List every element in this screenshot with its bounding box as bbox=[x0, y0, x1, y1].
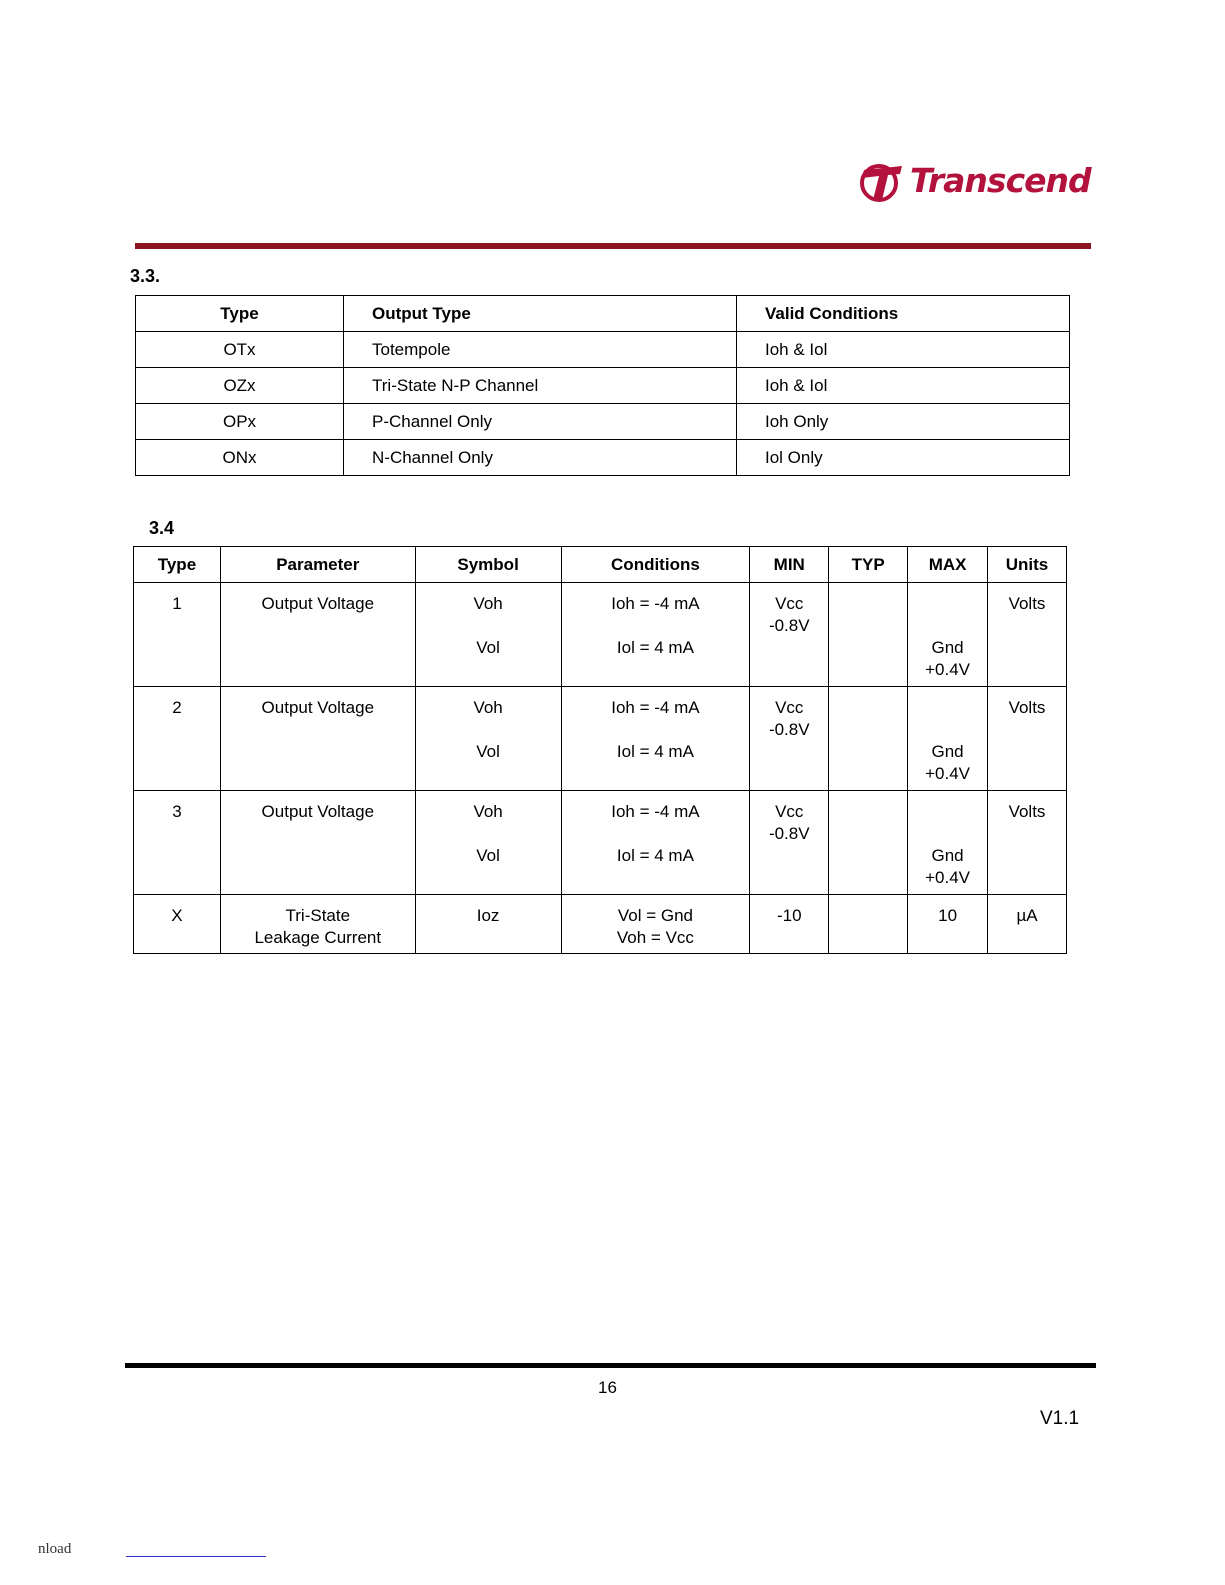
table-header-row bbox=[136, 296, 1070, 332]
units-cell bbox=[988, 583, 1067, 687]
column-header-conditions: Conditions bbox=[561, 547, 750, 583]
units-value: Volts bbox=[1008, 594, 1046, 613]
table-row bbox=[136, 332, 1070, 368]
type-value: 2 bbox=[172, 698, 182, 717]
output-type-table bbox=[135, 295, 1070, 476]
units-cell bbox=[988, 791, 1067, 895]
version-label: V1.1 bbox=[1040, 1408, 1080, 1429]
type-cell bbox=[134, 583, 221, 687]
valid-conditions-cell: Iol Only bbox=[737, 440, 1070, 476]
section-33-label: 3.3. bbox=[130, 266, 161, 286]
units-cell bbox=[988, 687, 1067, 791]
column-header-typ: TYP bbox=[829, 547, 908, 583]
page-number: 16 bbox=[598, 1378, 617, 1397]
column-header-output-type: Output Type bbox=[344, 296, 737, 332]
logo-text: Transcend bbox=[910, 161, 1091, 200]
table-row bbox=[136, 440, 1070, 476]
parameter-value: Output Voltage bbox=[261, 698, 375, 717]
symbol-value: Voh bbox=[473, 802, 503, 821]
parameter-value: Tri-State bbox=[285, 906, 351, 925]
column-header-min: MIN bbox=[750, 547, 829, 583]
condition-value: Iol = 4 mA bbox=[616, 638, 694, 657]
conditions-cell bbox=[561, 687, 750, 791]
symbol-value: Voh bbox=[473, 594, 503, 613]
max-value: Gnd bbox=[931, 742, 964, 761]
min-cell bbox=[750, 687, 829, 791]
output-type-cell: Totempole bbox=[344, 332, 737, 368]
parameter-value: Output Voltage bbox=[261, 594, 375, 613]
symbol-value: Vol bbox=[476, 742, 500, 761]
min-value: -10 bbox=[776, 906, 802, 925]
min-cell bbox=[750, 791, 829, 895]
min-value: Vcc bbox=[775, 698, 804, 717]
type-cell: OZx bbox=[136, 368, 344, 404]
column-header-symbol: Symbol bbox=[415, 547, 561, 583]
typ-cell bbox=[829, 895, 908, 954]
max-value: +0.4V bbox=[925, 764, 971, 783]
table-row bbox=[134, 791, 1067, 895]
valid-conditions-cell: Ioh & Iol bbox=[737, 332, 1070, 368]
typ-cell bbox=[829, 687, 908, 791]
transcend-logo-icon bbox=[858, 160, 904, 204]
footer-fragment-text: nload bbox=[38, 1541, 72, 1557]
column-header-type: Type bbox=[134, 547, 221, 583]
parameter-cell bbox=[220, 791, 415, 895]
symbol-value: Vol bbox=[476, 638, 500, 657]
type-value: 3 bbox=[172, 802, 182, 821]
type-cell: OPx bbox=[136, 404, 344, 440]
type-cell bbox=[134, 791, 221, 895]
conditions-cell bbox=[561, 583, 750, 687]
column-header-parameter: Parameter bbox=[220, 547, 415, 583]
parameter-cell bbox=[220, 583, 415, 687]
column-header-valid-conditions: Valid Conditions bbox=[737, 296, 1070, 332]
output-type-cell: P-Channel Only bbox=[344, 404, 737, 440]
min-cell bbox=[750, 895, 829, 954]
max-cell bbox=[908, 895, 988, 954]
condition-value: Ioh = -4 mA bbox=[611, 594, 700, 613]
conditions-cell bbox=[561, 895, 750, 954]
max-value: 10 bbox=[938, 906, 958, 925]
table-row bbox=[134, 687, 1067, 791]
section-34-label: 3.4 bbox=[149, 518, 175, 538]
type-value: 1 bbox=[172, 594, 182, 613]
max-cell bbox=[908, 791, 988, 895]
max-cell bbox=[908, 687, 988, 791]
symbol-value: Voh bbox=[473, 698, 503, 717]
column-header-type: Type bbox=[136, 296, 344, 332]
condition-value: Iol = 4 mA bbox=[616, 846, 694, 865]
max-value: +0.4V bbox=[925, 660, 971, 679]
symbol-cell bbox=[415, 895, 561, 954]
transcend-logo bbox=[858, 158, 1091, 208]
type-cell bbox=[134, 687, 221, 791]
column-header-units: Units bbox=[988, 547, 1067, 583]
header-rule bbox=[135, 243, 1091, 249]
symbol-cell bbox=[415, 687, 561, 791]
min-value: -0.8V bbox=[768, 616, 810, 635]
units-value: Volts bbox=[1008, 698, 1046, 717]
column-header-max: MAX bbox=[908, 547, 988, 583]
symbol-cell bbox=[415, 583, 561, 687]
parameter-cell bbox=[220, 895, 415, 954]
typ-cell bbox=[829, 791, 908, 895]
min-value: Vcc bbox=[775, 594, 804, 613]
output-type-cell: Tri-State N-P Channel bbox=[344, 368, 737, 404]
condition-value: Voh = Vcc bbox=[616, 928, 694, 947]
type-cell bbox=[134, 895, 221, 954]
condition-value: Vol = Gnd bbox=[617, 906, 693, 925]
min-value: -0.8V bbox=[768, 720, 810, 739]
table-row bbox=[134, 583, 1067, 687]
max-value: Gnd bbox=[931, 638, 964, 657]
units-value: µA bbox=[1016, 906, 1038, 925]
condition-value: Ioh = -4 mA bbox=[611, 802, 700, 821]
typ-cell bbox=[829, 583, 908, 687]
symbol-value: Vol bbox=[476, 846, 500, 865]
type-value: X bbox=[171, 906, 183, 925]
footer-rule bbox=[125, 1363, 1096, 1368]
symbol-cell bbox=[415, 791, 561, 895]
output-type-cell: N-Channel Only bbox=[344, 440, 737, 476]
min-cell bbox=[750, 583, 829, 687]
max-value: +0.4V bbox=[925, 868, 971, 887]
parameter-value: Leakage Current bbox=[254, 928, 382, 947]
table-header-row bbox=[134, 547, 1067, 583]
condition-value: Iol = 4 mA bbox=[616, 742, 694, 761]
max-value: Gnd bbox=[931, 846, 964, 865]
units-value: Volts bbox=[1008, 802, 1046, 821]
type-cell: ONx bbox=[136, 440, 344, 476]
conditions-cell bbox=[561, 791, 750, 895]
type-cell: OTx bbox=[136, 332, 344, 368]
footer-link-underline[interactable] bbox=[126, 1556, 266, 1557]
valid-conditions-cell: Ioh & Iol bbox=[737, 368, 1070, 404]
max-cell bbox=[908, 583, 988, 687]
table-row bbox=[136, 404, 1070, 440]
min-value: -0.8V bbox=[768, 824, 810, 843]
min-value: Vcc bbox=[775, 802, 804, 821]
parameter-cell bbox=[220, 687, 415, 791]
symbol-value: Ioz bbox=[476, 906, 500, 925]
condition-value: Ioh = -4 mA bbox=[611, 698, 700, 717]
parameter-value: Output Voltage bbox=[261, 802, 375, 821]
table-row bbox=[136, 368, 1070, 404]
valid-conditions-cell: Ioh Only bbox=[737, 404, 1070, 440]
units-cell bbox=[988, 895, 1067, 954]
dc-characteristics-table bbox=[133, 546, 1067, 954]
table-row bbox=[134, 895, 1067, 954]
